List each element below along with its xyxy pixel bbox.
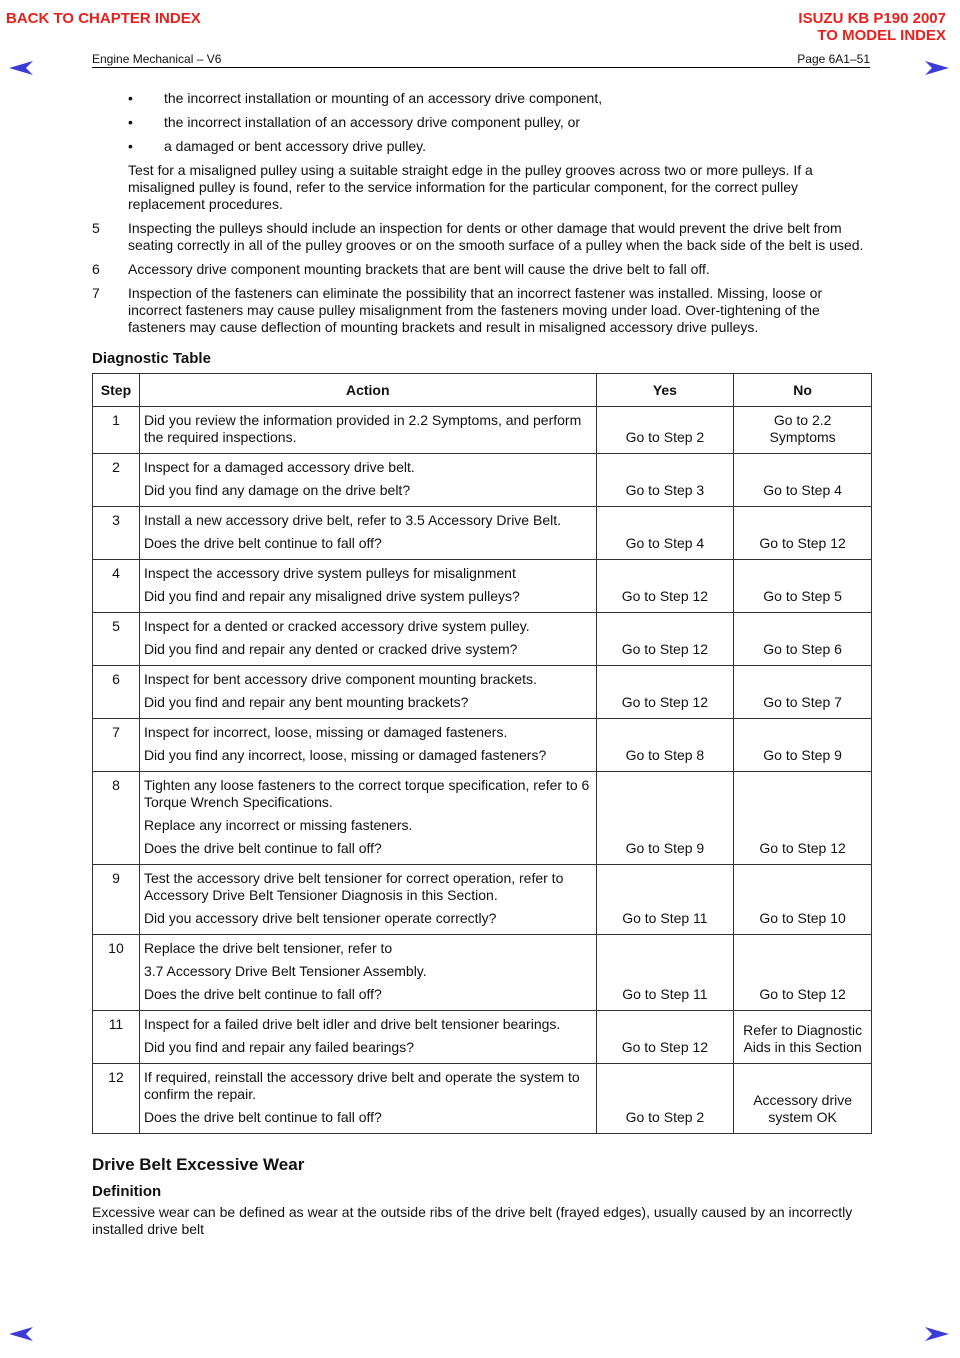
yes-cell: Go to Step 8 <box>596 719 734 772</box>
action-line: Did you find and repair any misaligned drive system pulleys? <box>143 588 520 604</box>
numbered-item: 7 Inspection of the fasteners can eliminate the possibility that an incorrect fastener was installed. Missing, loose or incorrect fasteners may cause pulley misalignment from the fasteners moving under load. Over-tightening of the fasteners may cause deflection of mounting brackets and result in misaligned accessory drive pulleys. <box>92 285 823 335</box>
action-cell <box>139 772 596 865</box>
step-cell: 8 <box>93 772 140 865</box>
action-cell <box>139 719 596 772</box>
no-cell: Go to Step 7 <box>734 666 872 719</box>
numbered-item: 5 Inspecting the pulleys should include an inspection for dents or other damage that would prevent the drive belt from seating correctly in all of the pulley grooves or on the smooth surface of a pulley when the back side of the belt is used. <box>92 220 864 253</box>
action-line: Did you accessory drive belt tensioner operate correctly? <box>143 910 497 926</box>
yes-cell: Go to Step 11 <box>596 935 734 1011</box>
no-cell: Go to Step 12 <box>734 772 872 865</box>
next-page-bottom-arrow-icon[interactable] <box>924 1326 950 1342</box>
no-cell: Go to Step 9 <box>734 719 872 772</box>
action-line: If required, reinstall the accessory drive belt and operate the system to confirm the repair. <box>143 1069 580 1102</box>
page-content <box>92 90 872 1238</box>
step-cell: 5 <box>93 613 140 666</box>
next-page-arrow-icon[interactable] <box>924 60 950 76</box>
table-row <box>93 935 872 1011</box>
model-title-line: ISUZU KB P190 2007 <box>798 10 946 27</box>
table-row <box>93 719 872 772</box>
action-line: Did you find and repair any bent mounting brackets? <box>143 694 469 710</box>
section-header: Engine Mechanical – V6 <box>92 52 222 66</box>
bullet-item: • the incorrect installation or mounting of an accessory drive component, <box>128 90 603 106</box>
table-row <box>93 1011 872 1064</box>
numbered-item: 6 Accessory drive component mounting brackets that are bent will cause the drive belt to fall off. <box>92 261 710 277</box>
no-cell: Go to Step 10 <box>734 865 872 935</box>
no-cell: Go to Step 12 <box>734 935 872 1011</box>
step-cell: 7 <box>93 719 140 772</box>
yes-cell: Go to Step 4 <box>596 507 734 560</box>
definition-text: Excessive wear can be defined as wear at the outside ribs of the drive belt (frayed edges), usually caused by an incorrectly installed drive belt <box>92 1204 853 1237</box>
action-cell <box>139 865 596 935</box>
action-line: 3.7 Accessory Drive Belt Tensioner Assembly. <box>143 963 427 979</box>
action-cell <box>139 666 596 719</box>
yes-cell: Go to Step 11 <box>596 865 734 935</box>
action-line: Does the drive belt continue to fall off? <box>143 1109 382 1125</box>
action-line: Did you find any damage on the drive belt? <box>143 482 411 498</box>
action-line: Did you find and repair any failed bearings? <box>143 1039 414 1055</box>
yes-cell: Go to Step 9 <box>596 772 734 865</box>
step-cell: 1 <box>93 407 140 454</box>
yes-cell: Go to Step 3 <box>596 454 734 507</box>
table-body <box>93 407 872 1134</box>
back-to-chapter-index-link[interactable]: BACK TO CHAPTER INDEX <box>6 10 201 27</box>
action-cell <box>139 507 596 560</box>
action-cell <box>139 1064 596 1134</box>
yes-cell: Go to Step 12 <box>596 1011 734 1064</box>
action-cell <box>139 935 596 1011</box>
prev-page-arrow-icon[interactable] <box>8 60 34 76</box>
yes-cell: Go to Step 12 <box>596 666 734 719</box>
bullet-dot-icon: • <box>128 138 133 154</box>
table-row <box>93 666 872 719</box>
step-cell: 4 <box>93 560 140 613</box>
page-number: Page 6A1–51 <box>797 52 870 66</box>
no-cell: Go to Step 12 <box>734 507 872 560</box>
action-line: Tighten any loose fasteners to the correct torque specification, refer to 6 Torque Wrench Specifications. <box>143 777 590 810</box>
table-row <box>93 560 872 613</box>
action-cell <box>139 613 596 666</box>
no-cell: Go to Step 4 <box>734 454 872 507</box>
diagnostic-table <box>92 373 872 1134</box>
diagnostic-table-heading: Diagnostic Table <box>92 350 211 367</box>
definition-heading: Definition <box>92 1183 162 1200</box>
yes-cell: Go to Step 12 <box>596 613 734 666</box>
step-cell: 12 <box>93 1064 140 1134</box>
header-divider <box>92 67 870 68</box>
action-cell <box>139 454 596 507</box>
model-index-link[interactable] <box>798 10 946 44</box>
column-header-no: No <box>734 374 872 407</box>
bullet-item: • a damaged or bent accessory drive pulley. <box>128 138 426 154</box>
table-row <box>93 407 872 454</box>
drive-belt-excessive-wear-heading: Drive Belt Excessive Wear <box>92 1155 305 1174</box>
action-line: Inspect for a failed drive belt idler and drive belt tensioner bearings. <box>143 1016 561 1032</box>
to-model-index-line: TO MODEL INDEX <box>817 27 946 44</box>
action-line: Replace the drive belt tensioner, refer to <box>143 940 393 956</box>
table-header-row <box>93 374 872 407</box>
action-line: Does the drive belt continue to fall off? <box>143 840 382 856</box>
action-line: Inspect for a dented or cracked accessory drive system pulley. <box>143 618 530 634</box>
yes-cell: Go to Step 2 <box>596 407 734 454</box>
column-header-yes: Yes <box>596 374 734 407</box>
bullet-dot-icon: • <box>128 90 133 106</box>
step-cell: 3 <box>93 507 140 560</box>
action-line: Did you review the information provided in 2.2 Symptoms, and perform the required inspections. <box>143 412 582 445</box>
no-cell: Refer to Diagnostic Aids in this Section <box>734 1011 872 1064</box>
action-line: Did you find and repair any dented or cracked drive system? <box>143 641 518 657</box>
action-line: Test the accessory drive belt tensioner for correct operation, refer to Accessory Drive Belt Tensioner Diagnosis in this Section. <box>143 870 564 903</box>
no-cell: Go to Step 6 <box>734 613 872 666</box>
prev-page-bottom-arrow-icon[interactable] <box>8 1326 34 1342</box>
action-line: Inspect for incorrect, loose, missing or damaged fasteners. <box>143 724 508 740</box>
column-header-action: Action <box>139 374 596 407</box>
no-cell: Accessory drive system OK <box>734 1064 872 1134</box>
action-line: Did you find any incorrect, loose, missing or damaged fasteners? <box>143 747 547 763</box>
action-line: Install a new accessory drive belt, refer to 3.5 Accessory Drive Belt. <box>143 512 561 528</box>
column-header-step: Step <box>93 374 140 407</box>
bullet-item: • the incorrect installation of an accessory drive component pulley, or <box>128 114 581 130</box>
action-cell <box>139 1011 596 1064</box>
action-cell <box>139 407 596 454</box>
table-row <box>93 454 872 507</box>
step-cell: 2 <box>93 454 140 507</box>
table-row <box>93 865 872 935</box>
action-line: Replace any incorrect or missing fasteners. <box>143 817 413 833</box>
action-line: Does the drive belt continue to fall off? <box>143 535 382 551</box>
action-cell <box>139 560 596 613</box>
step-cell: 11 <box>93 1011 140 1064</box>
table-row <box>93 1064 872 1134</box>
table-row <box>93 613 872 666</box>
no-cell: Go to Step 5 <box>734 560 872 613</box>
no-cell: Go to 2.2 Symptoms <box>734 407 872 454</box>
action-line: Does the drive belt continue to fall off? <box>143 986 382 1002</box>
bullet-dot-icon: • <box>128 114 133 130</box>
yes-cell: Go to Step 2 <box>596 1064 734 1134</box>
step-cell: 10 <box>93 935 140 1011</box>
yes-cell: Go to Step 12 <box>596 560 734 613</box>
table-row <box>93 772 872 865</box>
action-line: Inspect for bent accessory drive component mounting brackets. <box>143 671 537 687</box>
action-line: Inspect for a damaged accessory drive belt. <box>143 459 415 475</box>
misaligned-pulley-paragraph: Test for a misaligned pulley using a suitable straight edge in the pulley grooves across two or more pulleys. If a misaligned pulley is found, refer to the service information for the particular component, for the correct pulley replacement procedures. <box>128 162 813 212</box>
table-row <box>93 507 872 560</box>
action-line: Inspect the accessory drive system pulleys for misalignment <box>143 565 516 581</box>
step-cell: 6 <box>93 666 140 719</box>
step-cell: 9 <box>93 865 140 935</box>
